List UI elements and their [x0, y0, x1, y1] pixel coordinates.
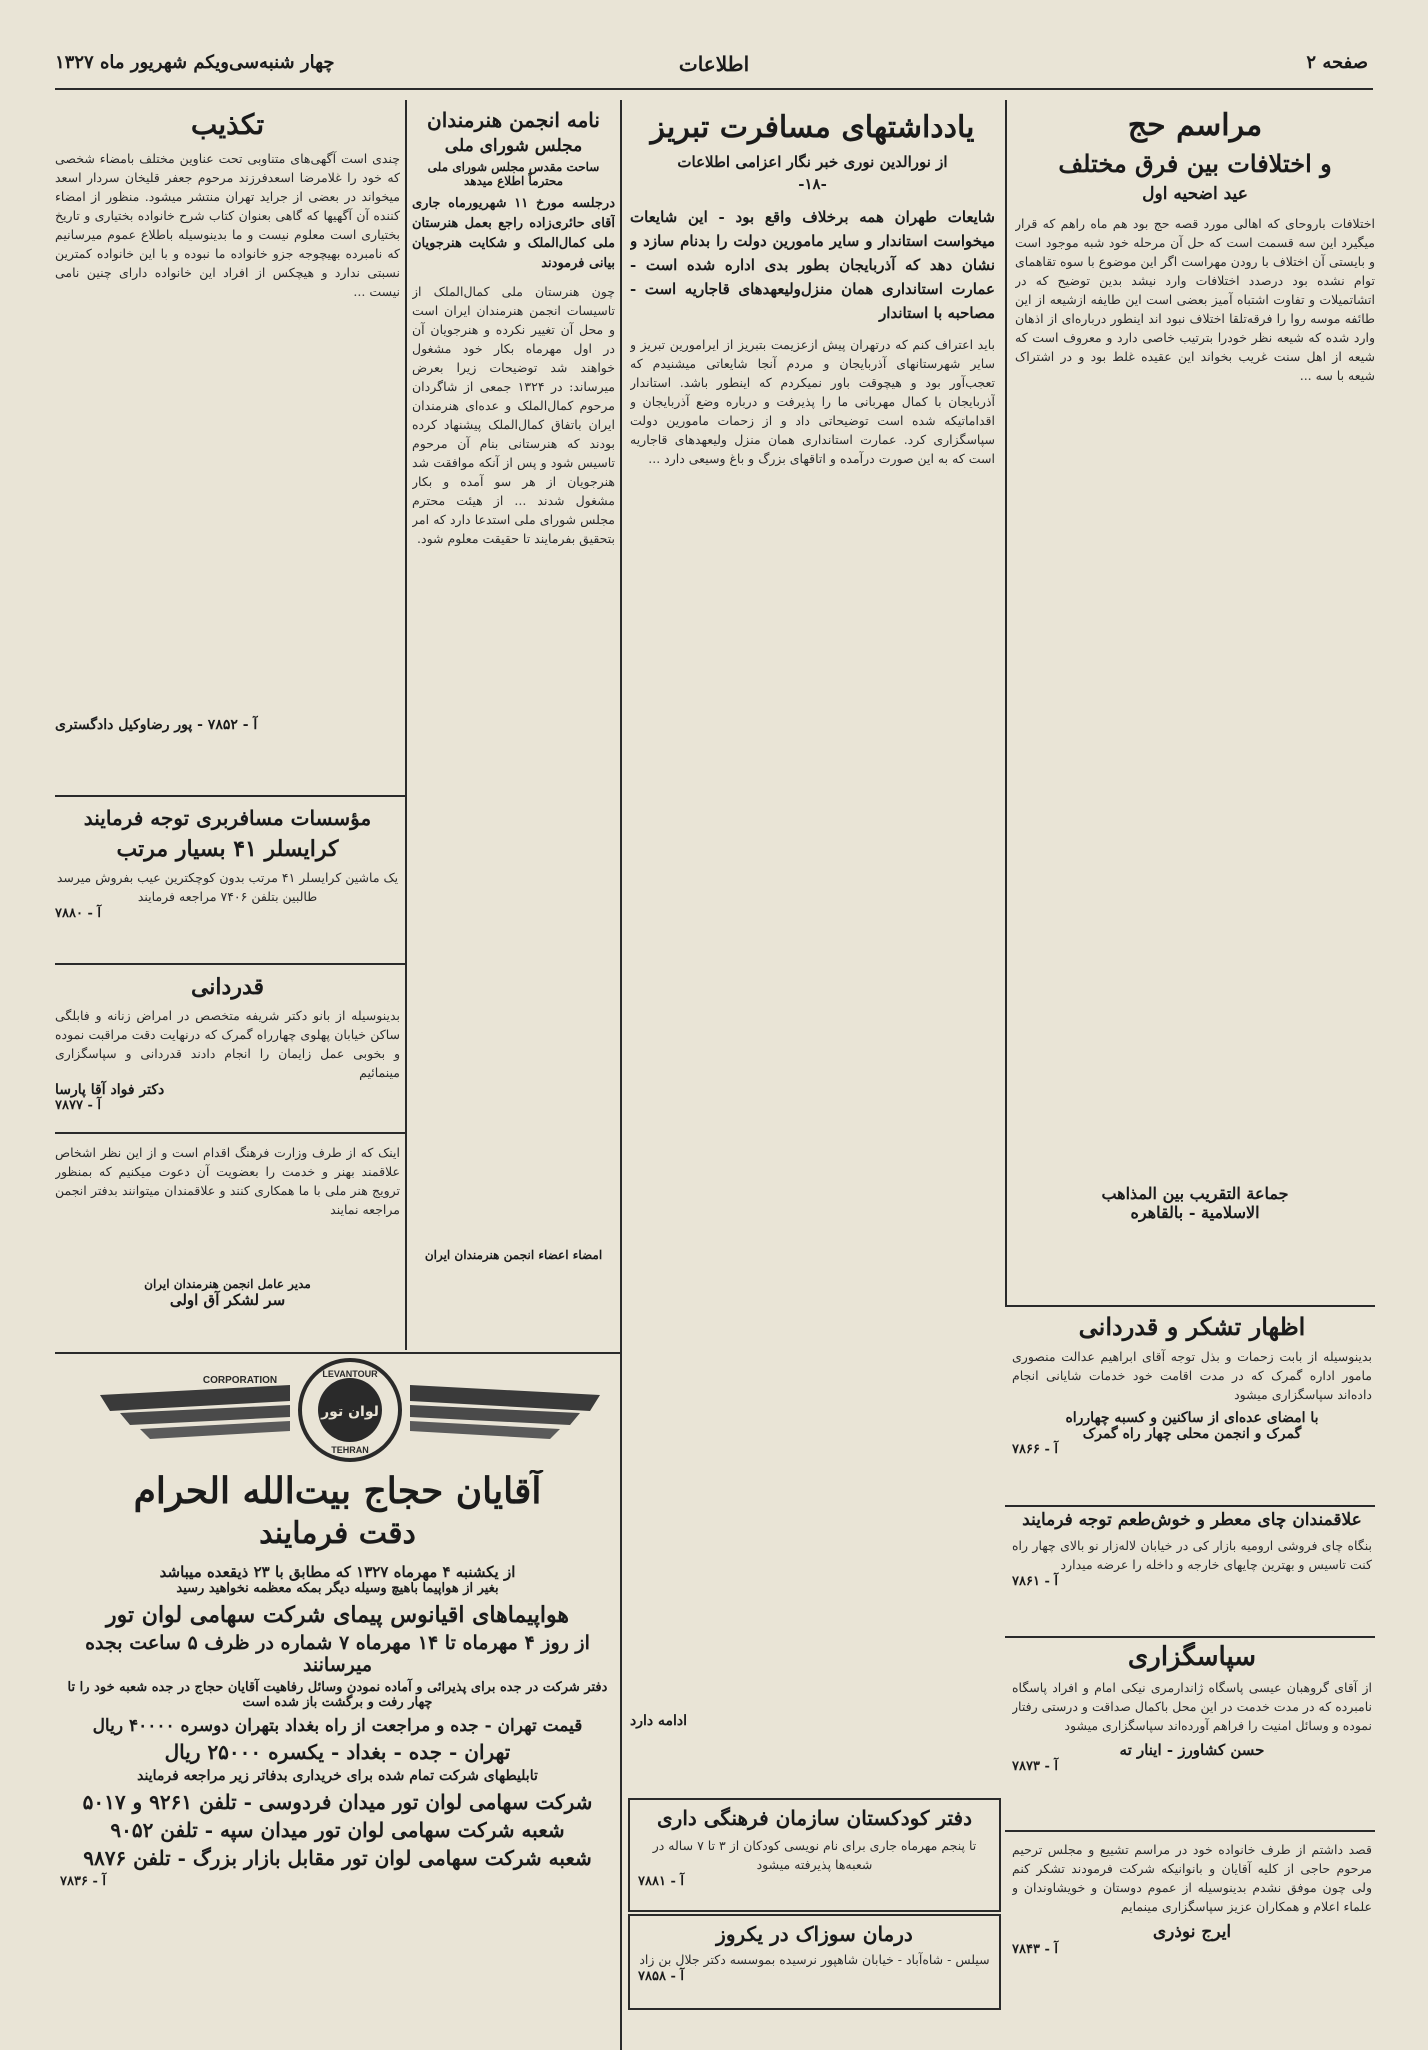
hajj-kicker: عید اضحیه اول — [1142, 184, 1248, 204]
divider — [1005, 1636, 1375, 1638]
hajj-ad-code: آ - ۷۸۳۶ — [60, 1874, 106, 1889]
divider — [1005, 1505, 1375, 1507]
hajj-ad-line: دفتر شرکت در جده برای پذیرائی و آماده نمودن وسائل رفاهیت آقایان حجاج در جده شعبه خود را تا چهار رفت و برگشت باز شده است — [67, 1680, 608, 1710]
gratitude2-code: آ - ۷۸۶۶ — [1012, 1442, 1058, 1457]
clinic-ad — [628, 1914, 1001, 2010]
tea-ad-title: علاقمندان چای معطر و خوش‌طعم توجه فرمایند — [1022, 1510, 1362, 1530]
thanks-ad-signature: حسن کشاورز - اینار ته — [1119, 1741, 1265, 1759]
logo-levantour-text: LEVANTOUR — [322, 1369, 378, 1379]
thanks-ad-code: آ - ۷۸۷۳ — [1012, 1759, 1058, 1774]
thanks-ad-body: از آقای گروهبان عیسی پاسگاه ژاندارمری نیکی امام و افراد پاسگاه نامبرده که در مدت خدمت در این محل باکمال صداقت و درستی رفتار نموده و وسائل امنیت را فراهم آورده‌اند سپاسگزاری میشود — [1012, 1680, 1372, 1733]
denial-notice — [55, 100, 400, 790]
clinic-title: درمان سوزاک در یکروز — [716, 1922, 913, 1946]
denial-signature: آ - ۷۸۵۲ - پور رضاوکیل دادگستری — [55, 717, 258, 733]
column-rule — [620, 100, 622, 2050]
family-thanks-signature: ایرج نوذری — [1152, 1922, 1232, 1942]
divider — [1005, 1305, 1375, 1307]
hajj-flight-ad — [60, 1470, 615, 2045]
clinic-code: آ - ۷۸۵۸ — [638, 1969, 684, 1984]
divider — [55, 1132, 405, 1134]
car-ad-code: آ - ۷۸۸۰ — [55, 906, 101, 921]
logo-corporation-text: CORPORATION — [202, 1375, 278, 1386]
tabriz-continues: ادامه دارد — [630, 1713, 688, 1729]
kindergarten-body: تا پنجم مهرماه جاری برای نام نویسی کودکان از ۳ تا ۷ ساله در شعبه‌ها پذیرفته میشود — [652, 1838, 977, 1872]
car-ad — [55, 800, 400, 960]
artists-invite-body: اینک که از طرف وزارت فرهنگ اقدام است و از این نظر اشخاص علاقمند بهنر و خدمت را بعضویت آن دعوت میکنیم که بمنظور ترویج هنر ملی با ما همکاری کنند و علاقمندان میتوانند بدفتر انجمن مراجعه نمایند — [55, 1145, 400, 1217]
hajj-ad-line: قیمت تهران - جده و مراجعت از راه بغداد بتهران دوسره ۴۰۰۰۰ ریال — [92, 1716, 583, 1736]
gratitude2-body: بدینوسیله از بابت زحمات و بذل توجه آقای ابراهیم عدالت منصوری مامور اداره گمرک که در مدت اقامت خود خدمات شایانی انجام داده‌اند سپاسگزاری میشود — [1012, 1349, 1372, 1402]
divider — [55, 795, 405, 797]
artists-invite-sig: مدیر عامل انجمن هنرمندان ایران — [144, 1277, 311, 1291]
column-rule — [1005, 100, 1007, 1305]
gratitude-ad-1 — [55, 968, 400, 1128]
artists-invite-sig2: سر لشکر آق اولی — [169, 1291, 286, 1309]
hajj-ad-line: تابلیطهای شرکت تمام شده برای خریداری بدفاتر زیر مراجعه فرمایند — [137, 1768, 538, 1784]
gratitude2-title: اظهار تشکر و قدردانی — [1078, 1312, 1306, 1341]
car-ad-title: مؤسسات مسافربری توجه فرمایند — [83, 806, 372, 830]
hajj-ad-line: از روز ۴ مهرماه تا ۱۴ مهرماه ۷ شماره در ظرف ۵ ساعت بجده میرسانند — [85, 1632, 590, 1676]
hajj-body: اختلافات باروحای که اهالی مورد قصه حج بود هم ماه راهم که قرار میگیرد این سه قسمت است که حل آن مرحله خود شبه موجود است و بایستی آن اختلاف با رودن مهراست اگر این موضوع با سوه تقاهمای توام نشده بود درصدد اختلافات وارد نیشد بدین توضیح که در اتشاتمیلات و تفاوت اشتباه آمیز بعضی است این طایفه ازشیعه از این طائفه موسه روا را فرقه‌تلقا اختلاف نبود اند اینطور درباره‌ای از اذهان وارد شده که شیعه نظر خودرا بترتیب خاصی دارد و معروف است که شیعه از اهل سنت غریب بخواند این عقیده غلط بود و در اشتراک شیعه با سه ... — [1015, 216, 1375, 383]
divider — [55, 1352, 622, 1354]
tabriz-lead: شایعات طهران همه برخلاف واقع بود - این شایعات میخواست استاندار و سایر مامورین دولت را بدنام سازد و نشان دهد که آذربایجان بطور بدی اداره شده است - عمارت استانداری همان منزل‌ولیعهدهای قاجاریه است - مصاحبه با استاندار — [630, 208, 995, 322]
kindergarten-ad — [628, 1798, 1001, 1912]
clinic-body: سیلس - شاه‌آباد - خیابان شاهپور نرسیده بموسسه دکتر جلال بن زاد — [639, 1952, 990, 1967]
kindergarten-code: آ - ۷۸۸۱ — [638, 1874, 684, 1889]
gratitude-signature: دکتر فواد آقا پارسا — [55, 1082, 165, 1098]
hajj-subtitle: و اختلافات بین فرق مختلف — [1058, 149, 1332, 178]
gratitude2-sig2: گمرک و انجمن محلی چهار راه گمرک — [1082, 1426, 1302, 1442]
issue-date: چهار شنبه‌سی‌ویکم شهریور ماه ۱۳۲۷ — [55, 52, 335, 73]
artists-title: نامه انجمن هنرمندان — [427, 108, 600, 132]
hajj-ad-line: شعبه شرکت سهامی لوان تور مقابل بازار بزرگ - تلفن ۹۸۷۶ — [83, 1846, 592, 1870]
tea-ad-code: آ - ۷۸۶۱ — [1012, 1574, 1058, 1589]
tabriz-article — [630, 100, 995, 2050]
artists-body: چون هنرستان ملی کمال‌الملک از تاسیسات انجمن هنرمندان ایران است و محل آن تغییر نکرده و هنرجویان آن در اول مهرماه بکار خود مشغول خواهند شد توضیحات زیرا بعرض میرساند: در ۱۳۲۴ جمعی از شاگردان مرحوم کمال‌الملک و عده‌ای هنرمندان ایران باتفاق کمال‌الملک پیشنهاد کرده بودند که هنرستانی بنام آن مرحوم تاسیس شود و پس از آنکه موافقت شد هنرجویان از هر سو آمده و بکار مشغول شدند ... از هیئت محترم مجلس شورای ملی استدعا دارد که امر بتحقیق بفرمایند تا حقیقت معلوم شود. — [412, 284, 615, 546]
artists-lead: درجلسه مورخ ۱۱ شهریورماه جاری آقای حائری‌زاده راجع بعمل هنرستان ملی کمال‌الملک و شکایت هنرجویان بیانی فرمودند — [412, 196, 615, 271]
thanks-ad-title: سپاسگزاری — [1127, 1642, 1257, 1672]
logo-farsi-text: لوان تور — [321, 1404, 379, 1420]
paper-name: اطلاعات — [678, 52, 750, 76]
hajj-ad-line: شعبه شرکت سهامی لوان تور میدان سپه - تلفن ۹۰۵۲ — [110, 1818, 565, 1842]
tabriz-number: -۱۸- — [798, 175, 827, 193]
gratitude-code: آ - ۷۸۷۷ — [55, 1098, 101, 1113]
family-thanks-code: آ - ۷۸۴۳ — [1012, 1942, 1058, 1957]
artists-salute: محترماً اطلاع میدهد — [463, 174, 564, 188]
gratitude-ad-2 — [1012, 1312, 1372, 1502]
hajj-ad-line: هواپیماهای اقیانوس پیمای شرکت سهامی لوان تور — [106, 1602, 569, 1628]
logo-tehran-text: TEHRAN — [331, 1445, 369, 1455]
gratitude-title: قدردانی — [190, 974, 265, 1000]
tea-ad-body: بنگاه چای فروشی ارومیه بازار کی در خیابان لاله‌زار نو بالای چهار راه کنت تاسیس و بهترین چایهای خارجه و داخله را عرضه میدارد — [1012, 1538, 1372, 1572]
tea-ad — [1012, 1510, 1372, 1630]
family-thanks-body: قصد داشتم از طرف خانواده خود در مراسم تشییع و مجلس ترحیم مرحوم حاجی از کلیه آقایان و بانوانیکه شرکت فرمودند تشکر کنم ولی چون موفق نشدم بدینوسیله از عموم دوستان و خویشاوندان و علماء اعلام و همکاران عزیز سپاسگزاری مینمایم — [1012, 1842, 1372, 1914]
hajj-title: مراسم حج — [1127, 108, 1263, 143]
artists-address: ساحت مقدس مجلس شورای ملی — [427, 160, 600, 174]
denial-title: تکذیب — [190, 108, 265, 141]
divider — [1005, 1830, 1375, 1832]
gratitude-body: بدینوسیله از بانو دکتر شریفه متخصص در امراض زنانه و فابلگی ساکن خیابان پهلوی چهارراه گمرک که درنهایت دقت مراقبت نموده و بخوبی عمل زایمان را انجام دادند قدردانی و سپاسگزاری مینمائیم — [55, 1008, 400, 1080]
tabriz-body: باید اعتراف کنم که درتهران پیش ازعزیمت بتبریز از ایرامورین تبریز و سایر شهرستانهای آذربایجان و مردم آنجا شایعاتی میشنیدم که تعجب‌آور بود و هیچوقت باور نمیکردم که اینطور باشد. استاندار آذربایجان با کمال مهربانی ما را پذیرفت و درباره وضع آذربایجان و اقداماتیکه شده است توضیحاتی داد و از زحمات مامورین دولت سپاسگزاری کرد. عمارت استانداری همان منزل ولیعهدهای قاجاریه است که به این صورت درآمده و اتاقهای بزرگ و باغ وسیعی دارد ... — [630, 337, 995, 466]
gratitude2-sig: با امضای عده‌ای از ساکنین و کسبه چهارراه — [1065, 1410, 1319, 1426]
hajj-ad-line: از یکشنبه ۴ مهرماه ۱۳۲۷ که مطابق با ۲۳ ذیقعده میباشد — [159, 1563, 516, 1581]
car-ad-headline: کرایسلر ۴۱ بسیار مرتب — [116, 836, 339, 862]
page-number: صفحه ۲ — [1306, 52, 1368, 73]
tabriz-byline: از نورالدین نوری خبر نگار اعزامی اطلاعات — [677, 153, 948, 171]
hajj-article — [1015, 100, 1375, 1300]
header-rule — [55, 88, 1373, 90]
tabriz-title: یادداشتهای مسافرت تبریز — [650, 110, 975, 145]
hajj-ad-subtitle: دقت فرمایند — [259, 1516, 416, 1551]
hajj-ad-title: آقایان حجاج بیت‌الله الحرام — [133, 1470, 542, 1512]
hajj-signature: جماعة التقریب بین المذاهب — [1101, 1184, 1289, 1203]
hajj-ad-line: بغیر از هواپیما باهیچ وسیله دیگر بمکه معظمه نخواهید رسید — [176, 1581, 499, 1596]
artists-invite — [55, 1137, 400, 1342]
artists-signature: امضاء اعضاء انجمن هنرمندان ایران — [424, 1248, 603, 1262]
hajj-ad-line: تهران - جده - بغداد - یکسره ۲۵۰۰۰ ریال — [164, 1740, 511, 1764]
thanks-ad — [1012, 1642, 1372, 1824]
family-thanks-ad — [1012, 1836, 1372, 2016]
denial-body: چندی است آگهی‌های متناوبی تحت عناوین مختلف بامضاء شخصی که خود را غلامرضا اسعدفرزند مرحوم جعفر قلیخان سردار اسعد میخواند در بعضی از جراید تهران منتشر میشود. منظور از امضاء کننده آن آگهیها که گاهی بعنوان کتاب شرح خانواده بختیاری و تاریخ بختیاری است معلوم نیست و ما بدینوسیله باطلاع عموم میرسانیم که نامبرده بهیچوجه جزو خانواده ما نبوده و با این خانواده کمترین نسبتی ندارد و هیچکس از افراد این خانواده دارای چنین نامی نیست ... — [55, 151, 400, 299]
logo-wing-left — [140, 1421, 290, 1439]
hajj-signature-2: الاسلامیة - بالقاهره — [1130, 1203, 1260, 1222]
artists-letter — [412, 100, 615, 1350]
column-rule — [405, 100, 407, 1350]
divider — [55, 963, 405, 965]
kindergarten-title: دفتر کودکستان سازمان فرهنگی داری — [657, 1806, 972, 1830]
artists-subtitle: مجلس شورای ملی — [444, 136, 583, 156]
logo-wing-right — [410, 1421, 560, 1439]
levantour-logo — [90, 1355, 610, 1465]
hajj-ad-line: شرکت سهامی لوان تور میدان فردوسی - تلفن ۹۲۶۱ و ۵۰۱۷ — [82, 1790, 593, 1814]
car-ad-body: یک ماشین کرایسلر ۴۱ مرتب بدون کوچکترین عیب بفروش میرسد طالبین بتلفن ۷۴۰۶ مراجعه فرمایند — [56, 870, 399, 904]
